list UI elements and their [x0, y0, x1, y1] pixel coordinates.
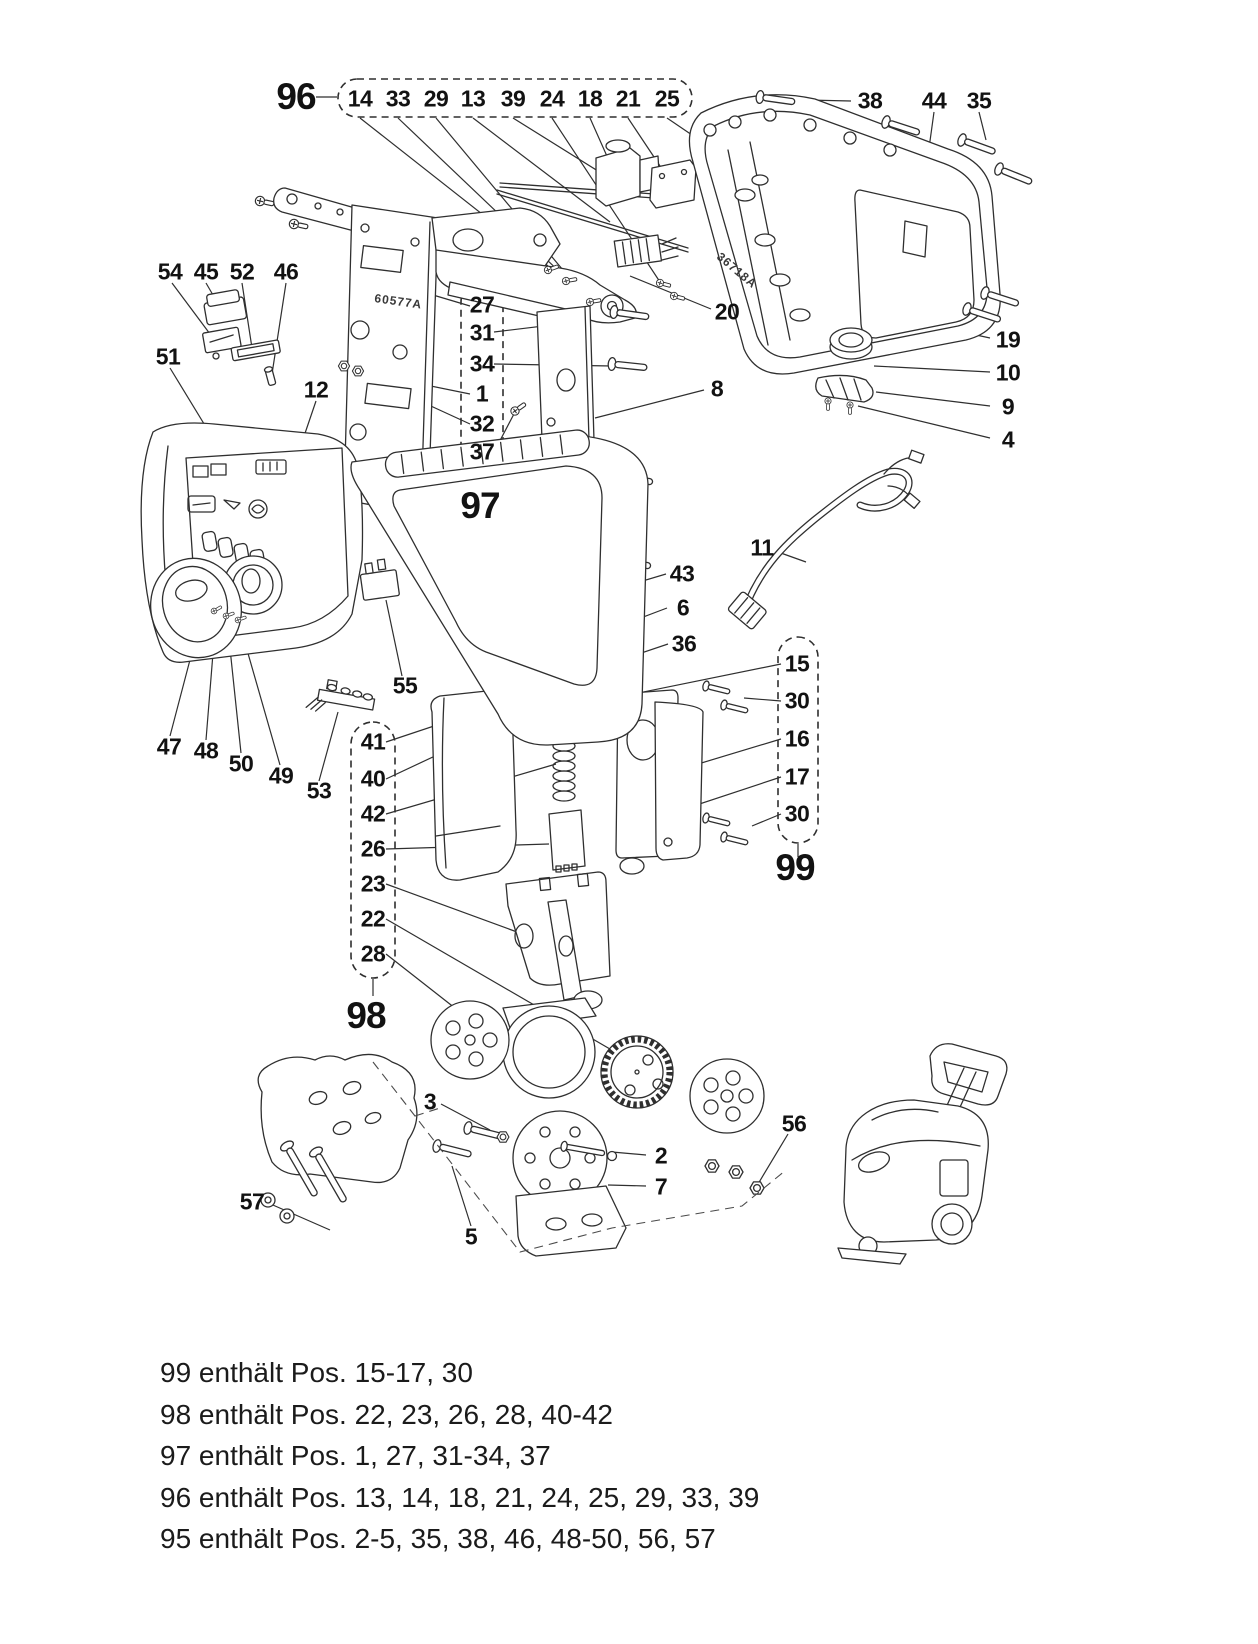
group-label-98: 98	[346, 995, 386, 1036]
callout-1: 1	[475, 380, 489, 407]
legend-line-98: 98 enthält Pos. 22, 23, 26, 28, 40-42	[160, 1398, 614, 1430]
callout-24: 24	[539, 85, 565, 112]
callout-51: 51	[155, 343, 181, 370]
callout-10: 10	[995, 359, 1021, 386]
callout-38: 38	[857, 87, 883, 114]
callout-48: 48	[193, 737, 219, 764]
part-wheel-hub-set	[431, 998, 764, 1133]
legend-line-99: 99 enthält Pos. 15-17, 30	[160, 1357, 473, 1388]
group-label-97: 97	[460, 485, 500, 526]
callout-30-lower: 30	[784, 800, 810, 827]
part-latch-55	[359, 558, 400, 601]
callout-44: 44	[921, 87, 947, 114]
callout-21: 21	[615, 85, 641, 112]
callout-6: 6	[676, 594, 690, 621]
callout-43: 43	[669, 560, 695, 587]
callout-54: 54	[157, 258, 183, 285]
side-frame-marking: 36718A	[714, 249, 760, 292]
legend-line-97: 97 enthält Pos. 1, 27, 31-34, 37	[160, 1440, 551, 1471]
callout-55: 55	[392, 672, 418, 699]
callout-33: 33	[385, 85, 411, 112]
callout-11: 11	[750, 534, 774, 561]
callout-16: 16	[784, 725, 810, 752]
callout-45: 45	[193, 258, 219, 285]
callout-22: 22	[360, 905, 386, 932]
callout-30-upper: 30	[784, 687, 810, 714]
callout-26: 26	[360, 835, 386, 862]
part-motor-plate	[432, 1111, 764, 1256]
callout-12: 12	[303, 376, 329, 403]
callout-23: 23	[360, 870, 386, 897]
callout-14: 14	[347, 85, 373, 112]
part-strap	[254, 188, 362, 232]
callout-41: 41	[360, 728, 386, 755]
machine-thumbnail	[838, 1044, 1007, 1264]
callout-56: 56	[781, 1110, 807, 1137]
callout-49: 49	[268, 762, 294, 789]
group-label-99: 99	[775, 847, 815, 888]
callout-42: 42	[360, 800, 386, 827]
legend	[160, 1352, 759, 1560]
callout-3: 3	[423, 1088, 437, 1115]
part-clamp	[506, 872, 610, 1009]
part-rubber-mount	[258, 1054, 417, 1223]
callout-35: 35	[966, 87, 992, 114]
callout-18: 18	[577, 85, 603, 112]
callout-29: 29	[423, 85, 449, 112]
callout-52: 52	[229, 258, 255, 285]
callout-8: 8	[710, 375, 724, 402]
callout-40: 40	[360, 765, 386, 792]
legend-line-95: 95 enthält Pos. 2-5, 35, 38, 46, 48-50, 56, 57	[160, 1523, 716, 1554]
callout-39: 39	[500, 85, 526, 112]
callout-37: 37	[469, 438, 495, 465]
callout-5: 5	[464, 1223, 478, 1250]
callout-13: 13	[460, 85, 486, 112]
part-switches	[202, 289, 280, 386]
callout-2: 2	[654, 1142, 668, 1169]
callout-9: 9	[1001, 393, 1015, 420]
callout-36: 36	[671, 630, 697, 657]
callout-53: 53	[306, 777, 332, 804]
callout-34: 34	[469, 350, 495, 377]
callout-32: 32	[469, 410, 495, 437]
callout-57: 57	[239, 1188, 265, 1215]
callout-28: 28	[360, 940, 386, 967]
backplate-marking: 60577A	[373, 291, 424, 312]
callout-7: 7	[654, 1173, 668, 1200]
callout-47: 47	[156, 733, 182, 760]
callout-25: 25	[654, 85, 680, 112]
callout-19: 19	[995, 326, 1021, 353]
callout-31: 31	[469, 319, 495, 346]
callout-50: 50	[228, 750, 254, 777]
callout-4: 4	[1001, 426, 1015, 453]
callout-46: 46	[273, 258, 299, 285]
callout-17: 17	[784, 763, 810, 790]
callout-15: 15	[784, 650, 810, 677]
legend-line-96: 96 enthält Pos. 13, 14, 18, 21, 24, 25, 29, 33, 39	[160, 1481, 760, 1513]
callout-27: 27	[469, 291, 495, 318]
callout-20: 20	[714, 298, 740, 325]
part-pcb	[306, 677, 377, 721]
group-label-96: 96	[276, 76, 316, 117]
